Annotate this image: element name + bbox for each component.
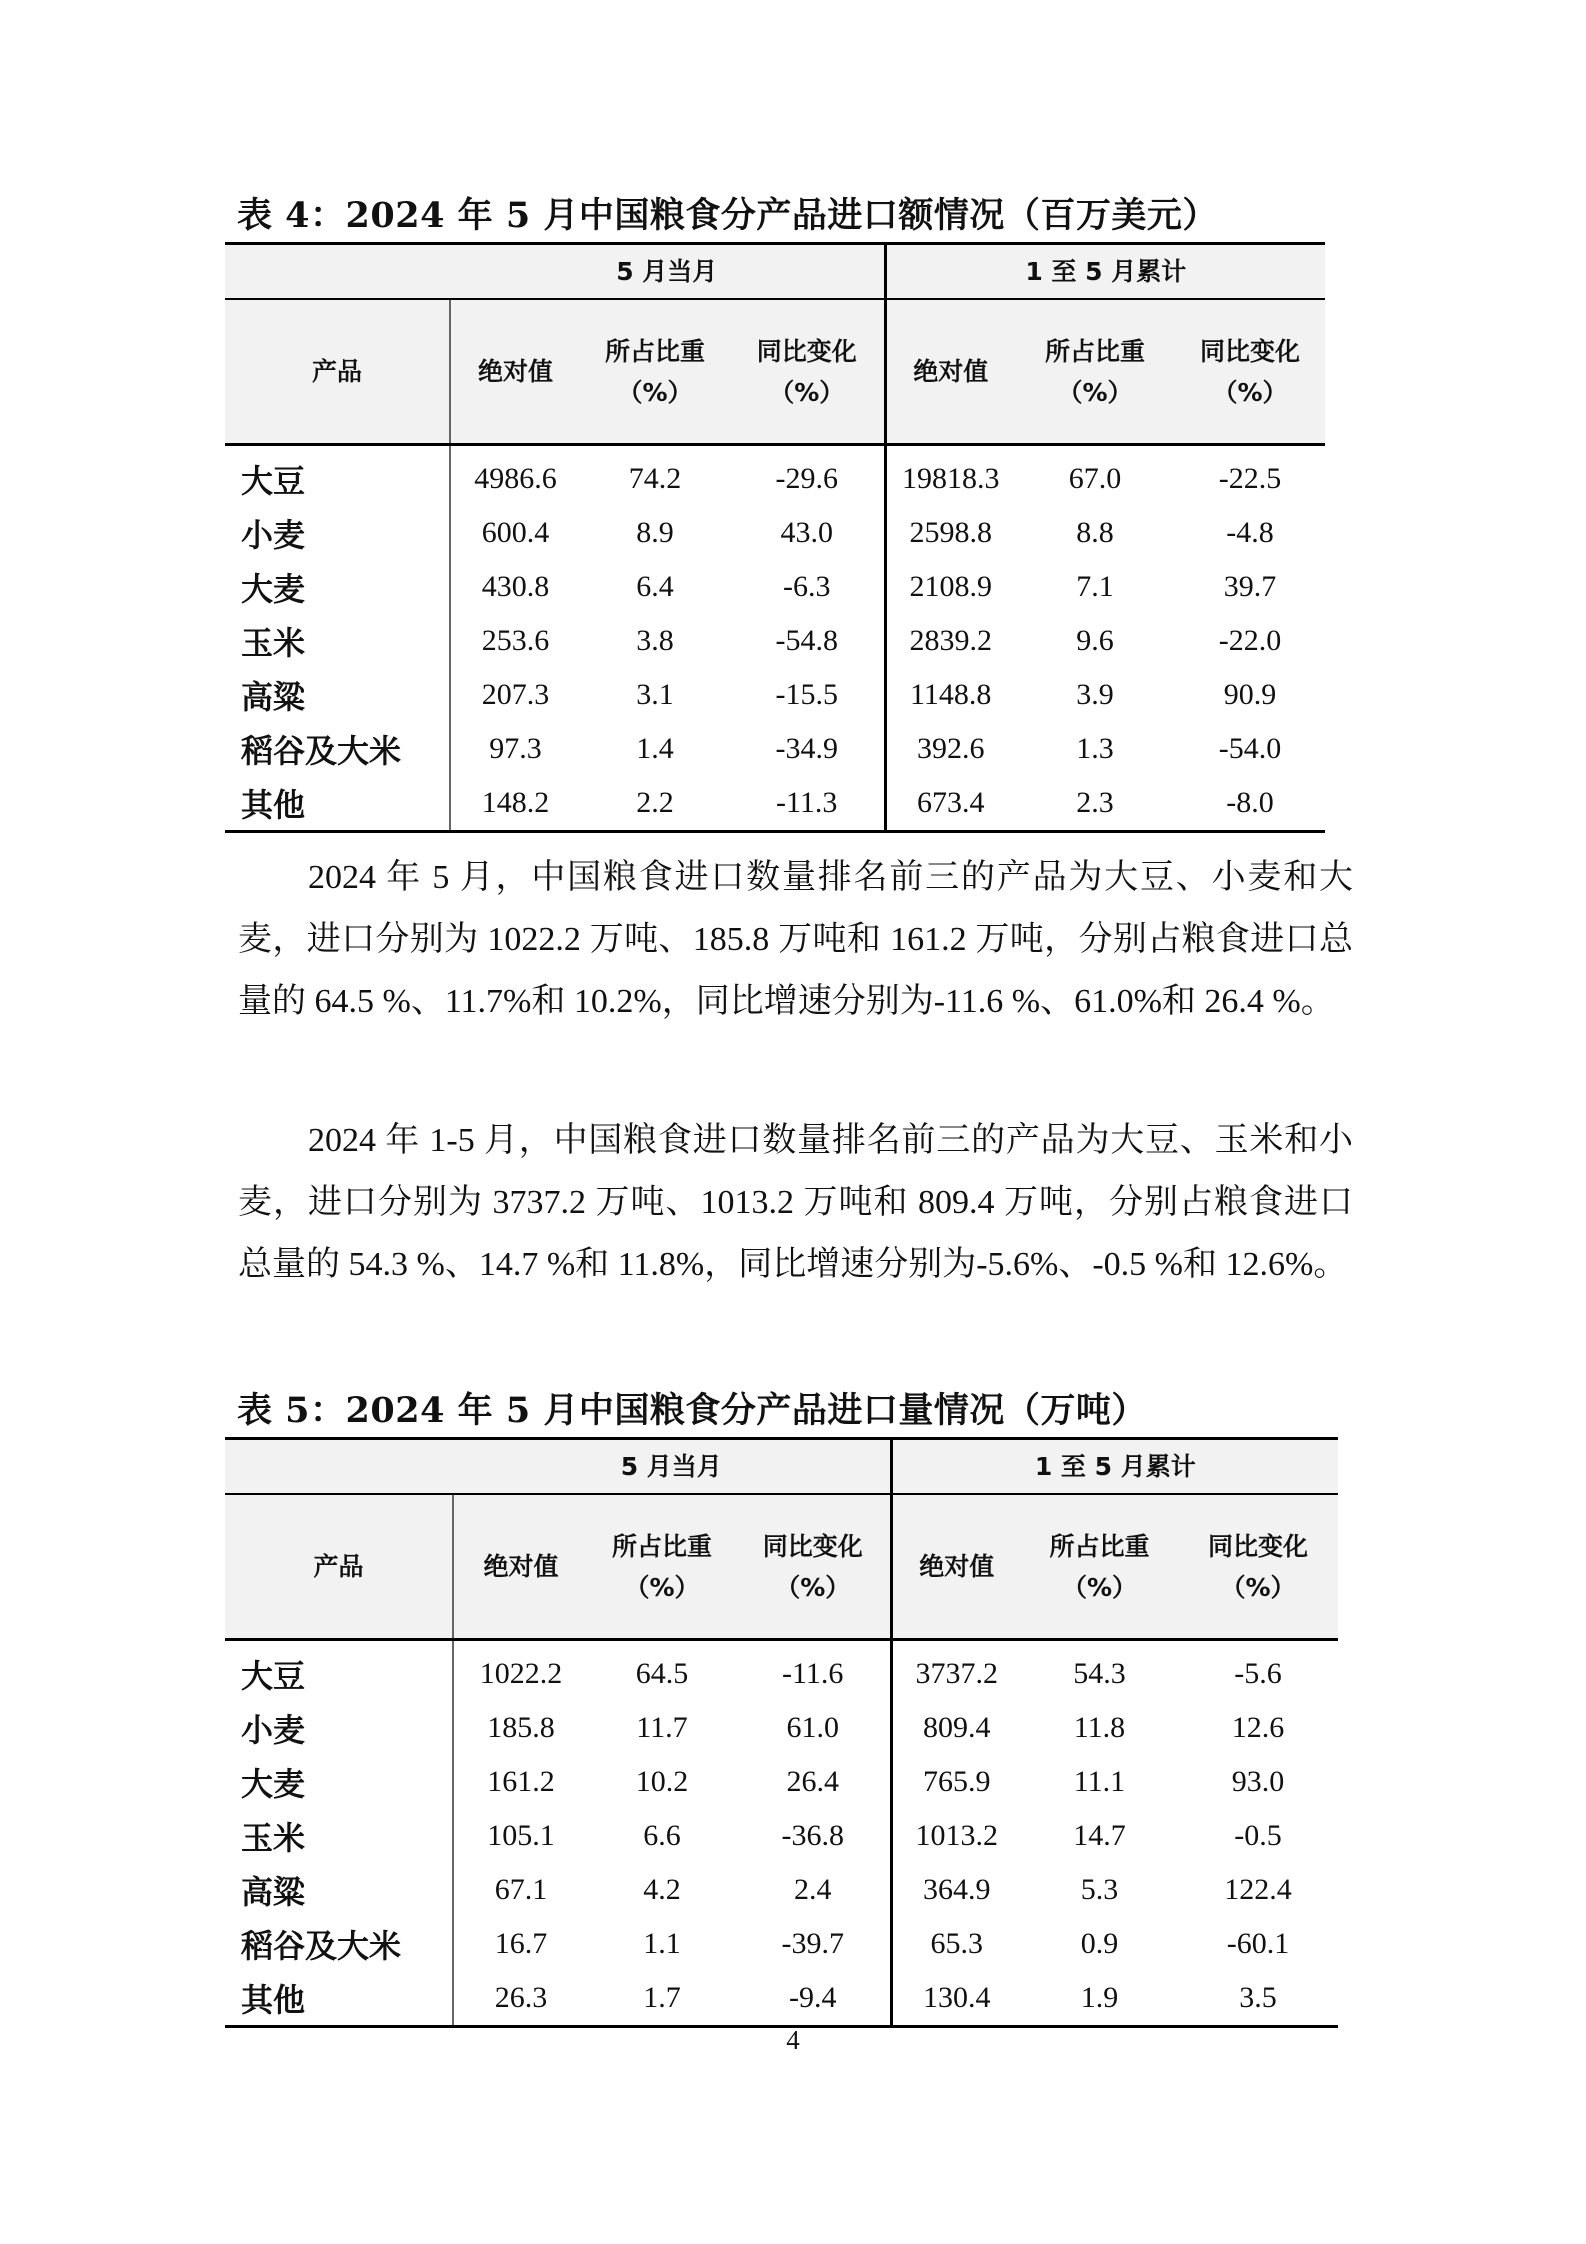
month-yoy-cell: -39.7 (781, 1927, 844, 1960)
group-header-current-month: 5 月当月 (453, 1439, 891, 1495)
month-absolute-cell: 1022.2 (453, 1640, 588, 1702)
paragraph-cumulative-summary: 2024 年 1-5 月，中国粮食进口数量排名前三的产品为大豆、玉米和小麦，进口分别为 3737.2 万吨、1013.2 万吨和 809.4 万吨，分别占粮食进口总量的 54.3 %、14.7 %和 11.8%，同比增速分别为-5.6%、-0.5 %和 12.6%。 (238, 1122, 1353, 1283)
month-share-cell: 3.1 (636, 678, 674, 711)
table-row (225, 722, 1325, 776)
month-share-cell: 10.2 (635, 1765, 689, 1798)
product-name-cell: 其他 (225, 1971, 453, 2027)
table-5-column-header (225, 1494, 1338, 1640)
cumulative-yoy-cell: -22.5 (1218, 462, 1282, 495)
month-yoy-cell: -54.8 (775, 624, 838, 657)
table-row (225, 776, 1325, 832)
cumulative-absolute-cell: 1148.8 (885, 668, 1015, 722)
cumulative-yoy-cell: -8.0 (1175, 776, 1325, 832)
month-yoy-cell: -15.5 (775, 678, 838, 711)
table-row (225, 1809, 1338, 1863)
cumulative-yoy-cell: 3.5 (1178, 1971, 1338, 2027)
month-share-cell: 6.6 (643, 1819, 681, 1852)
month-share-cell: 6.4 (636, 570, 674, 603)
cumulative-absolute-cell: 673.4 (885, 776, 1015, 832)
table-row (225, 445, 1325, 507)
cumulative-share-cell: 54.3 (1073, 1657, 1126, 1690)
month-share-cell: 8.9 (636, 516, 674, 549)
month-absolute-cell: 161.2 (453, 1755, 588, 1809)
table-row (225, 560, 1325, 614)
cumulative-yoy-cell: 39.7 (1223, 570, 1277, 603)
table-row (225, 614, 1325, 668)
cumulative-yoy-cell: -4.8 (1226, 516, 1274, 549)
month-yoy-cell: -11.6 (782, 1657, 844, 1690)
month-absolute-cell: 67.1 (453, 1863, 588, 1917)
month-absolute-cell: 207.3 (450, 668, 580, 722)
table-5-group-header (225, 1439, 1338, 1495)
table-row (225, 1640, 1338, 1702)
month-absolute-cell: 600.4 (450, 506, 580, 560)
month-share-cell: 1.7 (588, 1971, 736, 2027)
cumulative-absolute-cell: 2598.8 (885, 506, 1015, 560)
product-name-cell: 玉米 (241, 624, 306, 662)
cumulative-share-cell: 1.3 (1076, 732, 1114, 765)
page-number: 4 (786, 2025, 800, 2055)
cumulative-absolute-cell: 2839.2 (885, 614, 1015, 668)
month-absolute-cell: 97.3 (450, 722, 580, 776)
cumulative-share-cell: 0.9 (1080, 1927, 1119, 1960)
cumulative-absolute-cell: 130.4 (891, 1971, 1021, 2027)
month-share-cell: 64.5 (635, 1657, 689, 1690)
column-header-product: 产品 (225, 299, 450, 445)
cumulative-share-cell: 3.9 (1076, 678, 1114, 711)
month-share-cell: 1.4 (636, 732, 674, 765)
cumulative-share-cell: 8.8 (1076, 516, 1114, 549)
table-4-caption: 表 4：2024 年 5 月中国粮食分产品进口额情况（百万美元） (237, 195, 1218, 236)
cumulative-absolute-cell: 65.3 (891, 1917, 1021, 1971)
cumulative-yoy-cell: -0.5 (1234, 1819, 1282, 1852)
product-name-cell: 高粱 (241, 678, 306, 716)
month-share-cell: 1.1 (643, 1927, 681, 1960)
cumulative-share-cell: 1.9 (1021, 1971, 1178, 2027)
month-yoy-cell: 61.0 (786, 1711, 839, 1744)
table-4-import-value (225, 242, 1325, 833)
cumulative-yoy-cell: 122.4 (1224, 1873, 1292, 1906)
cumulative-yoy-cell: 93.0 (1231, 1765, 1285, 1798)
column-header-yoy: 同比变化 （%） (736, 1494, 891, 1640)
product-name-cell: 玉米 (241, 1819, 306, 1857)
group-header-cumulative: 1 至 5 月累计 (891, 1439, 1338, 1495)
cumulative-yoy-cell: -54.0 (1218, 732, 1282, 765)
cumulative-share-cell: 11.1 (1073, 1765, 1126, 1798)
table-row (225, 1755, 1338, 1809)
table-row (225, 1863, 1338, 1917)
table-row (225, 668, 1325, 722)
month-absolute-cell: 185.8 (453, 1701, 588, 1755)
column-header-absolute-cumulative: 绝对值 (885, 299, 1015, 445)
month-share-cell: 74.2 (628, 462, 682, 495)
product-name-cell: 大豆 (241, 1657, 306, 1695)
column-header-absolute: 绝对值 (453, 1494, 588, 1640)
cumulative-yoy-cell: -60.1 (1226, 1927, 1290, 1960)
table-row (225, 506, 1325, 560)
cumulative-share-cell: 9.6 (1076, 624, 1114, 657)
product-name-cell: 小麦 (241, 1711, 306, 1749)
column-header-share: 所占比重 （%） (588, 1494, 736, 1640)
product-name-cell: 稻谷及大米 (241, 732, 402, 770)
cumulative-yoy-cell: 90.9 (1223, 678, 1277, 711)
cumulative-yoy-cell: -5.6 (1234, 1657, 1282, 1690)
cumulative-share-cell: 5.3 (1080, 1873, 1119, 1906)
paragraph-monthly-summary: 2024 年 5 月，中国粮食进口数量排名前三的产品为大豆、小麦和大麦，进口分别为 1022.2 万吨、185.8 万吨和 161.2 万吨，分别占粮食进口总量的 64.5 %、11.7%和 10.2%，同比增速分别为-11.6 %、61.0%和 26.4 %。 (238, 859, 1353, 1020)
column-header-share: 所占比重 （%） (580, 299, 730, 445)
group-header-current-month: 5 月当月 (450, 244, 885, 300)
table-4-column-header (225, 299, 1325, 445)
column-header-share-cumulative: 所占比重 （%） (1021, 1494, 1178, 1640)
cumulative-yoy-cell: 12.6 (1231, 1711, 1285, 1744)
cumulative-yoy-cell: -22.0 (1218, 624, 1282, 657)
product-name-cell: 大麦 (241, 1765, 306, 1803)
month-share-cell: 4.2 (643, 1873, 681, 1906)
month-yoy-cell: -34.9 (775, 732, 838, 765)
table-4-group-header (225, 244, 1325, 300)
month-yoy-cell: -6.3 (783, 570, 831, 603)
group-header-cumulative: 1 至 5 月累计 (885, 244, 1325, 300)
product-name-cell: 其他 (225, 776, 450, 832)
column-header-share-cumulative: 所占比重 （%） (1015, 299, 1175, 445)
cumulative-absolute-cell: 765.9 (891, 1755, 1021, 1809)
table-row (225, 1917, 1338, 1971)
cumulative-absolute-cell: 19818.3 (885, 445, 1015, 507)
month-absolute-cell: 26.3 (453, 1971, 588, 2027)
month-yoy-cell: 26.4 (786, 1765, 839, 1798)
cumulative-absolute-cell: 3737.2 (891, 1640, 1021, 1702)
month-yoy-cell: -36.8 (781, 1819, 844, 1852)
table-5-caption: 表 5：2024 年 5 月中国粮食分产品进口量情况（万吨） (237, 1390, 1147, 1431)
cumulative-share-cell: 14.7 (1073, 1819, 1126, 1852)
cumulative-share-cell: 7.1 (1076, 570, 1114, 603)
month-absolute-cell: 148.2 (450, 776, 580, 832)
cumulative-share-cell: 11.8 (1073, 1711, 1126, 1744)
month-absolute-cell: 105.1 (453, 1809, 588, 1863)
table-row (225, 1971, 1338, 2027)
month-yoy-cell: -11.3 (730, 776, 885, 832)
product-name-cell: 高粱 (241, 1873, 306, 1911)
cumulative-absolute-cell: 1013.2 (891, 1809, 1021, 1863)
column-header-yoy-cumulative: 同比变化 （%） (1175, 299, 1325, 445)
product-name-cell: 稻谷及大米 (241, 1927, 402, 1965)
month-share-cell: 11.7 (636, 1711, 688, 1744)
column-header-yoy: 同比变化 （%） (730, 299, 885, 445)
cumulative-share-cell: 2.3 (1015, 776, 1175, 832)
cumulative-absolute-cell: 364.9 (891, 1863, 1021, 1917)
month-yoy-cell: 2.4 (794, 1873, 832, 1906)
product-name-cell: 小麦 (241, 516, 306, 554)
column-header-absolute: 绝对值 (450, 299, 580, 445)
month-share-cell: 2.2 (580, 776, 730, 832)
month-absolute-cell: 16.7 (453, 1917, 588, 1971)
month-yoy-cell: -9.4 (736, 1971, 891, 2027)
cumulative-absolute-cell: 809.4 (891, 1701, 1021, 1755)
month-share-cell: 3.8 (636, 624, 674, 657)
cumulative-absolute-cell: 2108.9 (885, 560, 1015, 614)
table-row (225, 1701, 1338, 1755)
month-yoy-cell: 43.0 (780, 516, 833, 549)
month-absolute-cell: 430.8 (450, 560, 580, 614)
cumulative-share-cell: 67.0 (1068, 462, 1122, 495)
product-name-cell: 大豆 (241, 462, 306, 500)
month-absolute-cell: 4986.6 (450, 445, 580, 507)
cumulative-absolute-cell: 392.6 (885, 722, 1015, 776)
column-header-product: 产品 (225, 1494, 453, 1640)
month-absolute-cell: 253.6 (450, 614, 580, 668)
column-header-yoy-cumulative: 同比变化 （%） (1178, 1494, 1338, 1640)
table-5-import-volume (225, 1437, 1338, 2028)
column-header-absolute-cumulative: 绝对值 (891, 1494, 1021, 1640)
month-yoy-cell: -29.6 (775, 462, 838, 495)
product-name-cell: 大麦 (241, 570, 306, 608)
